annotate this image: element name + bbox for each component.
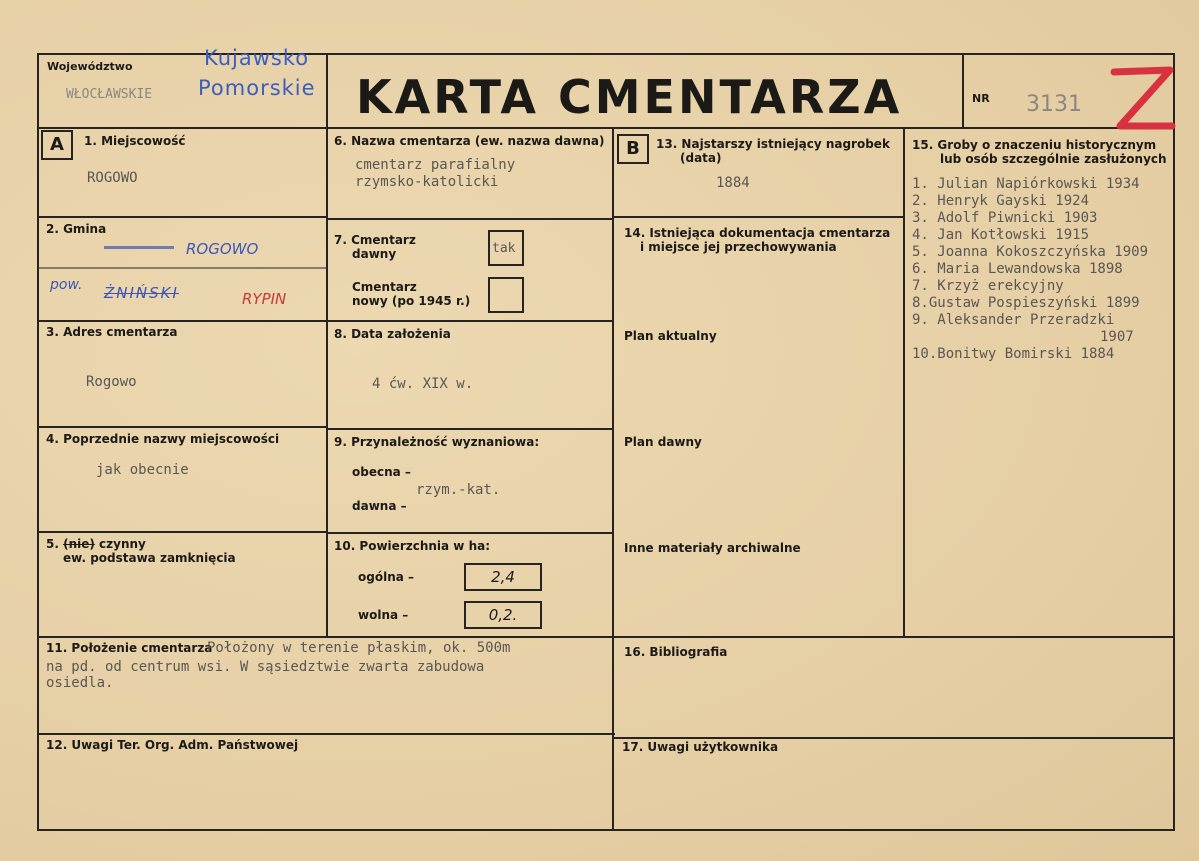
b-row-divider [612,216,905,218]
field-13-value: 1884 [716,175,750,191]
field-15-label-2: lub osób szczególnie zasłużonych [940,152,1167,166]
middle-col-right [612,127,614,638]
category-z-glyph [1108,66,1176,134]
field-14-plan-current: Plan aktualny [624,329,717,343]
row-divider-2 [37,267,328,269]
old-cemetery-value: tak [492,241,516,256]
field-14-label-2: i miejsce jej przechowywania [640,240,837,254]
field-13-label-1: 13. Najstarszy istniejący nagrobek [656,137,890,151]
grave-entry: 5. Joanna Kokoszczyńska 1909 [912,244,1149,260]
section-a-marker: A [41,130,73,160]
row-divider-4 [37,426,328,428]
field-13-label-2: (data) [680,151,722,165]
grave-entry: 1. Julian Napiórkowski 1934 [912,176,1140,192]
field-11-value-3: osiedla. [46,675,114,691]
field-16-label: 16. Bibliografia [624,645,728,659]
grave-entry: 7. Krzyż erekcyjny [912,278,1064,294]
grave-entry: 3. Adolf Piwnicki 1903 [912,210,1098,226]
bottom-col-divider [612,636,614,831]
bottom-divider-2 [37,733,615,735]
header-col-divider-1 [326,53,328,638]
nr-value: 3131 [1026,92,1082,117]
field-12-label: 12. Uwagi Ter. Org. Adm. Państwowej [46,738,299,752]
field-11-value-1: Położony w terenie płaskim, ok. 500m [207,640,511,656]
field-3-value: Rogowo [86,374,137,390]
field-9-current-value: rzym.-kat. [416,482,501,498]
card-title: KARTA CMENTARZA [356,70,903,124]
border-right [1173,53,1175,831]
field-15-label-1: 15. Groby o znaczeniu historycznym [912,138,1157,152]
field-6-value-1: cmentarz parafialny [355,157,516,173]
field-10-total-label: ogólna – [358,570,415,584]
stamp-line-2: Pomorskie [198,76,316,100]
field-7-label-old-2: dawny [352,247,397,261]
field-11-value-2: na pd. od centrum wsi. W sąsiedztwie zwarta zabudowa [46,659,485,675]
stamp-line-1: Kujawsko [204,46,310,70]
field-2-label: 2. Gmina [46,222,107,236]
field-15-graves-list [912,176,1172,376]
header-divider [37,127,1175,129]
field-2-pow-struck: ŻNIŃSKI [104,284,179,302]
border-bottom [37,829,1175,831]
grave-entry: 9. Aleksander Przeradzki [912,312,1115,328]
mid-row-divider-2 [326,320,614,322]
bottom-divider-1 [37,636,1175,638]
field-4-label: 4. Poprzednie nazwy miejscowości [46,432,280,446]
field-2-pow-prefix: pow. [50,277,83,293]
field-5-struck: (nie) [63,537,95,551]
old-cemetery-checkbox[interactable] [488,230,524,266]
bottom-divider-3 [612,737,1175,739]
field-7-label-new-1: Cmentarz [352,280,417,294]
row-divider-1 [37,216,328,218]
field-9-current-label: obecna – [352,465,411,479]
area-total-field[interactable]: 2,4 [464,563,542,591]
field-6-value-2: rzymsko-katolicki [355,174,499,190]
grave-entry-continuation: 1907 [1100,329,1134,345]
grave-entry: 2. Henryk Gayski 1924 [912,193,1090,209]
grave-entry: 10.Bonitwy Bomirski 1884 [912,346,1115,362]
category-z-mark [1108,66,1172,130]
field-11-label: 11. Położenie cmentarza [46,641,213,655]
section-b-marker: B [617,134,649,164]
field-4-value: jak obecnie [96,462,189,478]
field-1-label: 1. Miejscowość [84,134,186,148]
field-14-other: Inne materiały archiwalne [624,541,801,555]
field-2-value: ROGOWO [186,240,259,258]
col-15-divider [903,127,905,638]
field-6-label: 6. Nazwa cmentarza (ew. nazwa dawna) [334,134,605,148]
nr-label: NR [972,92,990,105]
field-1-value: ROGOWO [87,170,138,186]
field-14-label-1: 14. Istniejąca dokumentacja cmentarza [624,226,891,240]
field-8-label: 8. Data założenia [334,327,451,341]
field-17-label: 17. Uwagi użytkownika [622,740,779,754]
field-14-plan-former: Plan dawny [624,435,702,449]
field-10-free-label: wolna – [358,608,409,622]
mid-row-divider-1 [326,218,614,220]
field-9-former-label: dawna – [352,499,407,513]
row-divider-3 [37,320,328,322]
new-cemetery-checkbox[interactable] [488,277,524,313]
field-10-label: 10. Powierzchnia w ha: [334,539,491,553]
grave-entry: 4. Jan Kotłowski 1915 [912,227,1090,243]
border-left [37,53,39,831]
wojewodztwo-value: WŁOCŁAWSKIE [66,87,153,102]
field-9-label: 9. Przynależność wyznaniowa: [334,435,540,449]
field-7-label-old-1: 7. Cmentarz [334,233,416,247]
field-8-value: 4 ćw. XIX w. [372,376,474,392]
field-2-struck-scribble [104,246,174,249]
field-5-number: 5. [46,537,64,551]
header-col-divider-2 [962,53,964,129]
field-3-label: 3. Adres cmentarza [46,325,178,339]
area-free-field[interactable]: 0,2. [464,601,542,629]
field-2-pow-value: RYPIN [242,290,287,308]
field-5-label-text: czynny [99,537,146,551]
field-7-label-new-2: nowy (po 1945 r.) [352,294,471,308]
field-5-sublabel: ew. podstawa zamknięcia [63,551,236,565]
grave-entry: 6. Maria Lewandowska 1898 [912,261,1123,277]
row-divider-5 [37,531,328,533]
mid-row-divider-4 [326,532,614,534]
mid-row-divider-3 [326,428,614,430]
grave-entry: 8.Gustaw Pospieszyński 1899 [912,295,1140,311]
field-5-label [46,537,146,551]
wojewodztwo-label: Województwo [47,60,133,73]
